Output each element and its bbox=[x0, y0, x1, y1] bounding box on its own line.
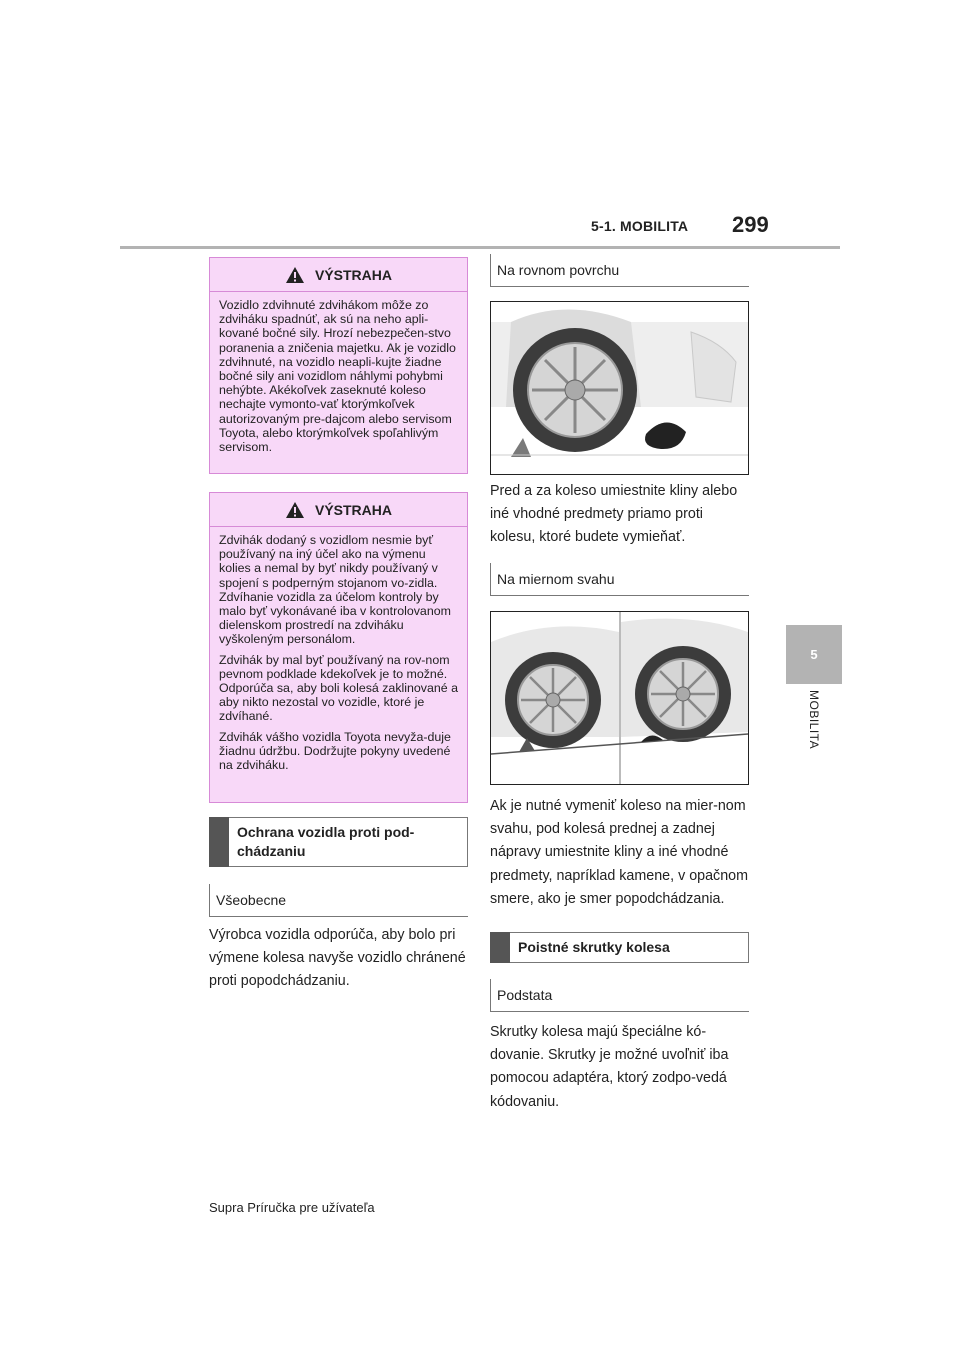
subheading: Všeobecne bbox=[209, 884, 468, 917]
figure-flat-surface bbox=[490, 301, 749, 475]
header-rule bbox=[120, 246, 840, 249]
warning-text: Zdvihák by mal byť používaný na rov-nom pevnom podklade kdekoľvek je to možné. Odporúča sa, aby boli kolesá zaklinované a aby nikto nezostal vo vozidle, ktoré je zdvíhané. bbox=[219, 652, 459, 724]
warning-triangle-icon bbox=[285, 501, 305, 519]
body-text: Ak je nutné vymeniť koleso na mier-nom svahu, pod kolesá prednej a zadnej nápravy umiestnite kliny a iné vhodné predmety, napríklad kamene, v opačnom smere, ako je smer popodchádzania. bbox=[490, 798, 749, 907]
warning-body bbox=[210, 527, 467, 780]
footer-text: Supra Príručka pre užívateľa bbox=[209, 1200, 375, 1215]
section-heading-box bbox=[209, 817, 468, 867]
warning-body bbox=[210, 292, 467, 462]
warning-triangle-icon bbox=[285, 266, 305, 284]
body-text: Skrutky kolesa majú špeciálne kó-dovanie. Skrutky je možné uvoľniť iba pomocou adaptéra, ktorý zodpo-vedá kódovaniu. bbox=[490, 1024, 729, 1110]
subheading: Podstata bbox=[490, 979, 749, 1012]
body-text: Výrobca vozidla odporúča, aby bolo pri výmene kolesa navyše vozidlo chránené proti popodchádzaniu. bbox=[209, 927, 466, 990]
warning-box-1 bbox=[209, 257, 468, 474]
figure-slope bbox=[490, 611, 749, 785]
section-heading: Poistné skrutky kolesa bbox=[518, 939, 670, 955]
warning-header bbox=[210, 493, 467, 527]
section-heading: Ochrana vozidla proti pod-chádzaniu bbox=[237, 824, 415, 859]
warning-text: Vozidlo zdvihnuté zdvihákom môže zo zdviháku spadnúť, ak sú na neho apli-kované bočné sily. Hrozí nebezpečen-stvo poranenia a zničenia majetku. Ak je vozidlo zdvihnuté, na vozidlo neapli-kujte žiadne bočné sily ani vozidlom náhlymi pohybmi nehýbte. Akékoľvek zaseknuté koleso nechajte vymonto-vať ktorýmkoľvek autorizovaným pre-dajcom alebo servisom Toyota, alebo ktorýmkoľvek spoľahlivým servisom. bbox=[219, 298, 456, 455]
section-title: 5-1. MOBILITA bbox=[591, 218, 689, 234]
warning-box-2 bbox=[209, 492, 468, 803]
wheel-chocks-slope-illustration bbox=[491, 612, 748, 784]
warning-text: Zdvihák vášho vozidla Toyota nevyža-duje žiadnu údržbu. Dodržujte pokyny uvedené na zdviháku. bbox=[219, 729, 451, 773]
wheel-chocks-flat-illustration bbox=[491, 302, 748, 474]
chapter-tab: 5 bbox=[786, 625, 842, 684]
subheading: Na rovnom povrchu bbox=[490, 254, 749, 287]
warning-title: VÝSTRAHA bbox=[314, 266, 392, 283]
page-number: 299 bbox=[732, 212, 769, 237]
section-heading-box bbox=[490, 932, 749, 963]
warning-title: VÝSTRAHA bbox=[314, 501, 392, 518]
warning-header bbox=[210, 258, 467, 292]
body-text: Pred a za koleso umiestnite kliny alebo iné vhodné predmety priamo proti kolesu, ktoré budete vymieňať. bbox=[490, 483, 738, 546]
warning-text: Zdvihák dodaný s vozidlom nesmie byť používaný na iný účel ako na výmenu kolies a nemal by byť nikdy používaný v spojení s podperným stojanom vo-zidla. Zdvíhanie vozidla za účelom kontroly by malo byť vykonávané iba v kontrolovanom dielenskom prostredí na zdviháku vyškoleným personálom. bbox=[219, 533, 451, 647]
subheading: Na miernom svahu bbox=[490, 563, 749, 596]
chapter-label: MOBILITA bbox=[807, 690, 821, 750]
